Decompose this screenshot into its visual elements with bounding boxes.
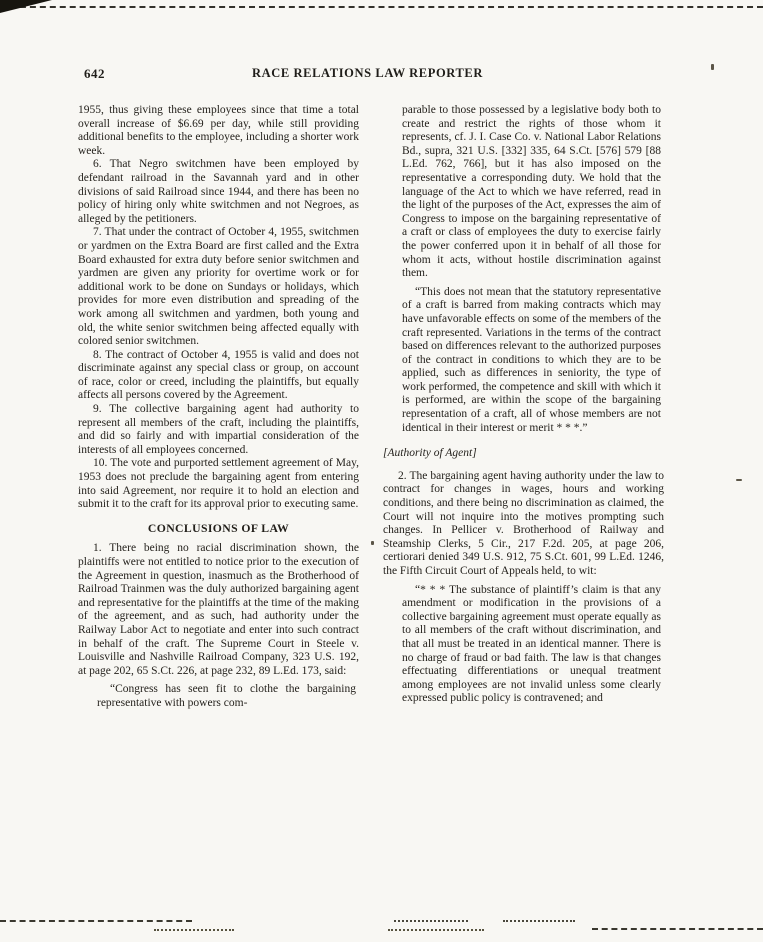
finding-6: 6. That Negro switchmen have been employed by defendant railroad in the Savannah yard and in other divisions of said Railroad since 1944, and there has been no policy of hiring only white switchmen and not Negroes, as alleged by the petitioners. <box>78 158 359 225</box>
finding-8: 8. The contract of October 4, 1955 is valid and does not discriminate against any special class or group, on account of race, color or creed, including the plaintiffs, but equally affects all persons covered by the Agreement. <box>78 348 359 402</box>
bottom-perforation-right <box>592 928 763 930</box>
steele-blockquote-start: “Congress has seen fit to clothe the bargaining representative with powers com- <box>97 683 356 709</box>
bottom-perforation-left <box>0 920 192 922</box>
page-header <box>0 66 763 86</box>
bottom-perforation-lower-2 <box>388 929 484 931</box>
authority-of-agent-heading: [Authority of Agent] <box>383 447 477 460</box>
right-column <box>383 104 664 711</box>
conclusions-of-law-heading: CONCLUSIONS OF LAW <box>147 521 290 535</box>
finding-10: 10. The vote and purported settlement agreement of May, 1953 does not preclude the bargaining agent from entering into said Agreement, nor require it to hold an election and submit it to the craft for its approval prior to executing same. <box>78 457 359 511</box>
steele-blockquote-2: “This does not mean that the statutory representative of a craft is barred from making contracts which may have unfavorable effects on some of the members of the craft represented. Variations in the terms of the contract based on differences relevant to the authorized purposes of the contract in conditions to which they are to be applied, such as differences in seniority, the type of work performed, the competence and skill with which it is performed, are within the scope of the bargaining representation of a craft, all of whose members are not identical in their interest or merit * * *.” <box>402 285 661 434</box>
page-header-title: RACE RELATIONS LAW REPORTER <box>252 66 483 80</box>
scan-speck <box>371 541 374 545</box>
left-column <box>78 104 359 711</box>
bottom-perforation-mid-1 <box>394 920 468 922</box>
finding-7: 7. That under the contract of October 4, 1955, switchmen or yardmen on the Extra Board are first called and the Extra Board exhausted for extra duty before senior switchmen and yardmen are given any priority for overtime work or for additional work to be done on Sundays or holidays, which provides for more even distribution and spreading of the work among all switchmen and yardmen, both young and old, the white senior switchmen being affected equally with colored senior switchmen. <box>78 226 359 348</box>
finding-9: 9. The collective bargaining agent had authority to represent all members of the craft, including the plaintiffs, and did so fairly and with impartial consideration of the interests of all employees concerned. <box>78 403 359 456</box>
conclusion-1: 1. There being no racial discrimination shown, the plaintiffs were not entitled to notice prior to the execution of the Agreement in question, inasmuch as the Brotherhood of Railroad Trainmen was the duly authorized bargaining agent and representative for the plaintiffs at the time of the making of the agreement, and as such, had authority under the Railway Labor Act to negotiate and enter into such contract in behalf of the craft. The Supreme Court in Steele v. Louisville and Nashville Railroad Company, 323 U.S. 192, at page 202, 65 S.Ct. 226, at page 232, 89 L.Ed. 173, said: <box>78 542 359 677</box>
paragraph-continuation: 1955, thus giving these employees since that time a total overall increase of $6.69 per day, while still providing additional benefits to the employee, including a shorter work week. <box>78 104 359 157</box>
steele-blockquote-continuation: parable to those possessed by a legislative body both to create and restrict the rights of those whom it represents, cf. J. I. Case Co. v. National Labor Relations Bd., supra, 321 U.S. [332] 335, 64 S.Ct. [576] 579 [88 L.Ed. 762, 766], but it has also imposed on the representative a corresponding duty. We hold that the language of the Act to which we have referred, read in the light of the purposes of the Act, expresses the aim of Congress to impose on the bargaining representative of a craft or class of employees the duty to exercise fairly the power conferred upon it in behalf of all those for whom it acts, without hostile discrimination against them. <box>402 104 661 280</box>
pellicer-blockquote: “* * * The substance of plaintiff’s claim is that any amendment or modification in the provisions of a collective bargaining agreement must operate equally as to all members of the craft without discrimination, and that all must be treated in an identical manner. There is no charge of fraud or bad faith. The law is that changes effectuating differentiations or unequal treatment among employees are not invalid unless some clearly expressed public policy is contravened; and <box>402 583 661 705</box>
corner-scan-artifact <box>0 0 52 13</box>
page-number: 642 <box>84 66 105 81</box>
conclusion-2: 2. The bargaining agent having authority under the law to contract for changes in wages, hours and working conditions, and there being no discrimination as claimed, the Court will not inquire into the motives prompting such changes. In Pellicer v. Brotherhood of Railway and Steamship Clerks, 5 Cir., 217 F.2d. 205, at page 206, certiorari denied 349 U.S. 912, 75 S.Ct. 601, 99 L.Ed. 1246, the Fifth Circuit Court of Appeals held, to wit: <box>383 469 664 577</box>
two-column-body <box>78 104 664 711</box>
scan-speck <box>711 64 714 70</box>
bottom-perforation-lower-1 <box>154 929 234 931</box>
bottom-perforation-mid-2 <box>503 920 575 922</box>
top-perforation-line <box>0 6 763 8</box>
scan-speck <box>736 479 742 481</box>
